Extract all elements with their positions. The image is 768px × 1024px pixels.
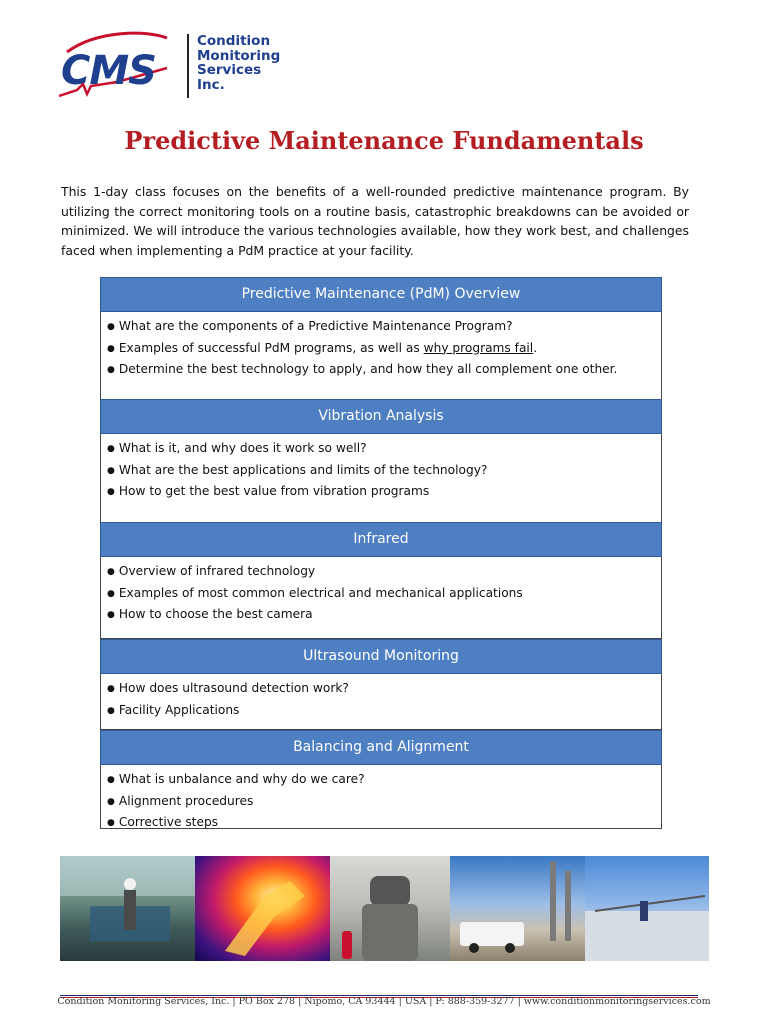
bullet-icon: ● bbox=[107, 343, 115, 354]
section-vibration-analysis bbox=[100, 399, 662, 523]
bullet-icon: ● bbox=[107, 567, 115, 577]
item-underlined-text: why programs fail bbox=[423, 340, 534, 355]
list-item bbox=[107, 813, 655, 835]
section-body bbox=[100, 674, 662, 730]
item-text: What are the components of a Predictive Maintenance Program? bbox=[118, 319, 513, 333]
intro-paragraph: This 1-day class focuses on the benefits of a well-rounded predictive maintenance program. By utilizing the correct monitoring tools on a routine basis, catastrophic breakdowns can be avoided or minimized. We will introduce the various technologies available, how they work best, and challenges faced when implementing a PdM practice at your facility. bbox=[61, 184, 689, 258]
bullet-icon: ● bbox=[107, 705, 115, 716]
section-body bbox=[100, 557, 662, 639]
section-pdm-overview bbox=[100, 277, 662, 400]
footer-contact-info: Condition Monitoring Services, Inc. | PO Box 278 | Nipomo, CA 93444 | USA | P: 888-359-3277 | www.conditionmonitoringservices.com bbox=[57, 996, 711, 1007]
bullet-icon: ● bbox=[107, 588, 115, 599]
photo-worker-protective-gear bbox=[330, 856, 450, 961]
bullet-icon: ● bbox=[107, 684, 115, 694]
list-item bbox=[107, 770, 655, 792]
section-body bbox=[100, 312, 662, 400]
photo-tank-shapes bbox=[585, 856, 709, 961]
bullet-icon: ● bbox=[107, 818, 115, 828]
company-logo bbox=[57, 30, 327, 102]
bullet-icon: ● bbox=[107, 444, 115, 454]
photo-worker-on-tank bbox=[585, 856, 709, 961]
section-balancing-alignment bbox=[100, 730, 662, 829]
bullet-icon: ● bbox=[107, 487, 115, 497]
item-text: What are the best applications and limits of the technology? bbox=[118, 462, 488, 477]
logo-company-name bbox=[197, 34, 280, 92]
list-item bbox=[107, 317, 655, 339]
item-text: Examples of most common electrical and mechanical applications bbox=[118, 585, 523, 600]
bullet-icon: ● bbox=[107, 775, 115, 785]
item-text: What is unbalance and why do we care? bbox=[118, 772, 365, 786]
section-body bbox=[100, 765, 662, 829]
section-heading: Predictive Maintenance (PdM) Overview bbox=[100, 277, 662, 312]
item-text: How does ultrasound detection work? bbox=[118, 681, 349, 695]
item-text: How to choose the best camera bbox=[118, 607, 313, 621]
list-item bbox=[107, 461, 655, 483]
list-item bbox=[107, 605, 655, 627]
photo-thermal-shapes bbox=[195, 856, 330, 961]
list-item bbox=[107, 339, 655, 361]
list-item bbox=[107, 679, 655, 701]
photo-strip bbox=[60, 856, 709, 961]
photo-truck-shapes bbox=[450, 856, 585, 961]
item-text: What is it, and why does it work so well? bbox=[118, 441, 367, 455]
item-text: How to get the best value from vibration programs bbox=[118, 484, 430, 498]
item-text-end: . bbox=[533, 340, 538, 355]
logo-wordmark: CMS bbox=[61, 48, 156, 94]
section-heading: Vibration Analysis bbox=[100, 399, 662, 434]
photo-truck-industrial-site bbox=[450, 856, 585, 961]
photo-worker-shapes bbox=[330, 856, 450, 961]
section-ultrasound bbox=[100, 639, 662, 730]
page-title: Predictive Maintenance Fundamentals bbox=[124, 126, 644, 155]
logo-name-line: Condition bbox=[197, 33, 271, 49]
section-body bbox=[100, 434, 662, 523]
list-item bbox=[107, 792, 655, 814]
item-text: Determine the best technology to apply, and how they all complement one other. bbox=[118, 362, 618, 376]
logo-name-line: Services bbox=[197, 62, 262, 78]
list-item bbox=[107, 360, 655, 382]
logo-name-line: Monitoring bbox=[197, 47, 281, 64]
item-text: Alignment procedures bbox=[118, 793, 254, 808]
item-text: Examples of successful PdM programs, as well as bbox=[118, 340, 424, 355]
bullet-icon: ● bbox=[107, 365, 115, 375]
item-text: Overview of infrared technology bbox=[118, 564, 316, 578]
bullet-icon: ● bbox=[107, 465, 115, 476]
list-item bbox=[107, 562, 655, 584]
section-heading: Ultrasound Monitoring bbox=[100, 639, 662, 674]
list-item bbox=[107, 584, 655, 606]
list-item bbox=[107, 482, 655, 504]
logo-divider bbox=[187, 34, 189, 98]
bullet-icon: ● bbox=[107, 796, 115, 807]
bullet-icon: ● bbox=[107, 610, 115, 620]
list-item bbox=[107, 701, 655, 723]
section-infrared bbox=[100, 522, 662, 639]
item-text: Facility Applications bbox=[118, 702, 240, 717]
section-heading: Infrared bbox=[100, 522, 662, 557]
section-heading: Balancing and Alignment bbox=[100, 730, 662, 765]
photo-technician-machinery bbox=[60, 856, 195, 961]
bullet-icon: ● bbox=[107, 322, 115, 332]
item-text: Corrective steps bbox=[118, 815, 219, 829]
photo-machinery-shapes bbox=[60, 856, 195, 961]
logo-name-line: Inc. bbox=[197, 76, 225, 93]
list-item bbox=[107, 439, 655, 461]
photo-thermal-image bbox=[195, 856, 330, 961]
